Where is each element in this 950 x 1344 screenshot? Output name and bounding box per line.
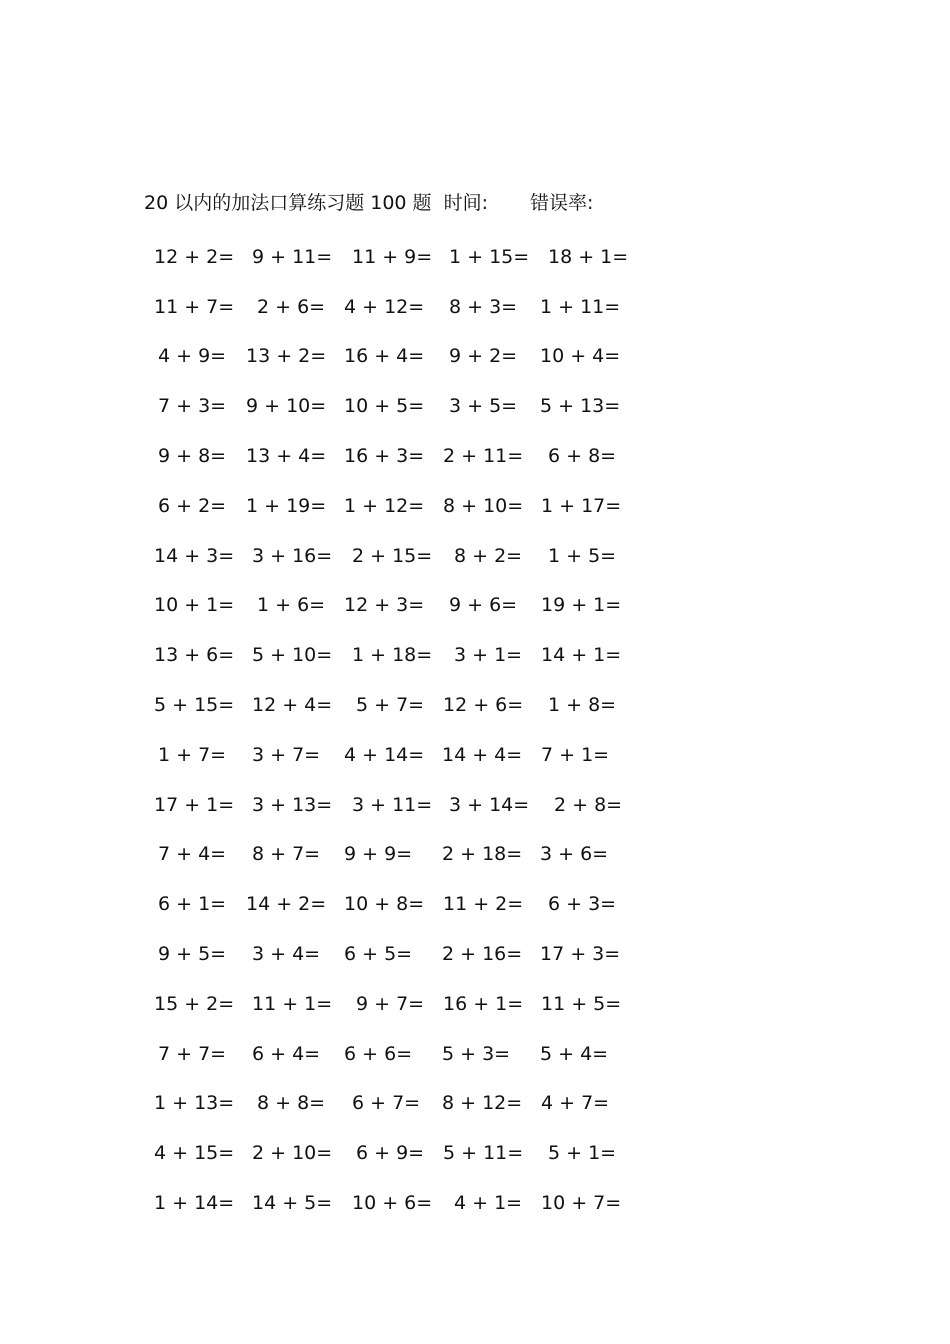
problem-r13-c4: 2 + 18= xyxy=(442,843,523,866)
problem-r5-c1: 9 + 8= xyxy=(158,445,227,468)
problem-r20-c4: 4 + 1= xyxy=(454,1192,523,1215)
problem-r4-c3: 10 + 5= xyxy=(344,395,425,418)
problem-r18-c5: 4 + 7= xyxy=(541,1092,610,1115)
problem-r9-c2: 5 + 10= xyxy=(252,644,333,667)
problem-r19-c3: 6 + 9= xyxy=(356,1142,425,1165)
problem-r18-c3: 6 + 7= xyxy=(352,1092,421,1115)
problem-r6-c1: 6 + 2= xyxy=(158,494,227,517)
problem-r3-c4: 9 + 2= xyxy=(449,345,518,368)
problem-r20-c3: 10 + 6= xyxy=(352,1192,433,1215)
problem-r17-c2: 6 + 4= xyxy=(252,1042,321,1065)
problem-r3-c3: 16 + 4= xyxy=(344,345,425,368)
problem-r3-c5: 10 + 4= xyxy=(540,345,621,368)
problem-r14-c1: 6 + 1= xyxy=(158,893,227,916)
problem-r7-c3: 2 + 15= xyxy=(352,544,433,567)
time-label: 时间: xyxy=(443,191,488,214)
problem-r14-c2: 14 + 2= xyxy=(246,893,327,916)
problem-r12-c2: 3 + 13= xyxy=(252,793,333,816)
problem-r15-c2: 3 + 4= xyxy=(252,943,321,966)
problem-r5-c4: 2 + 11= xyxy=(443,445,524,468)
problem-r13-c5: 3 + 6= xyxy=(540,843,609,866)
error-rate-label: 错误率: xyxy=(529,191,594,214)
problem-r10-c5: 1 + 8= xyxy=(548,694,617,717)
problem-r4-c5: 5 + 13= xyxy=(540,395,621,418)
problem-r4-c1: 7 + 3= xyxy=(158,395,227,418)
problem-r12-c4: 3 + 14= xyxy=(449,793,530,816)
problem-r6-c3: 1 + 12= xyxy=(344,494,425,517)
problem-r18-c1: 1 + 13= xyxy=(154,1092,235,1115)
problem-r16-c2: 11 + 1= xyxy=(252,992,333,1015)
problem-r3-c2: 13 + 2= xyxy=(246,345,327,368)
worksheet-header xyxy=(144,187,593,215)
problem-r11-c3: 4 + 14= xyxy=(344,743,425,766)
problem-r6-c2: 1 + 19= xyxy=(246,494,327,517)
problem-r20-c5: 10 + 7= xyxy=(541,1192,622,1215)
problem-r17-c1: 7 + 7= xyxy=(158,1042,227,1065)
problem-r17-c5: 5 + 4= xyxy=(540,1042,609,1065)
problem-r14-c5: 6 + 3= xyxy=(548,893,617,916)
problem-r4-c4: 3 + 5= xyxy=(449,395,518,418)
problem-r13-c2: 8 + 7= xyxy=(252,843,321,866)
problem-r12-c3: 3 + 11= xyxy=(352,793,433,816)
problem-r7-c1: 14 + 3= xyxy=(154,544,235,567)
problem-r13-c3: 9 + 9= xyxy=(344,843,413,866)
problem-r20-c2: 14 + 5= xyxy=(252,1192,333,1215)
problem-r11-c5: 7 + 1= xyxy=(541,743,610,766)
problem-r7-c5: 1 + 5= xyxy=(548,544,617,567)
problem-r10-c2: 12 + 4= xyxy=(252,694,333,717)
problem-r13-c1: 7 + 4= xyxy=(158,843,227,866)
problem-r8-c1: 10 + 1= xyxy=(154,594,235,617)
problem-r18-c4: 8 + 12= xyxy=(442,1092,523,1115)
problem-r18-c2: 8 + 8= xyxy=(257,1092,326,1115)
problem-r10-c3: 5 + 7= xyxy=(356,694,425,717)
problem-r7-c2: 3 + 16= xyxy=(252,544,333,567)
problem-r8-c2: 1 + 6= xyxy=(257,594,326,617)
problem-r2-c1: 11 + 7= xyxy=(154,295,235,318)
problem-r5-c3: 16 + 3= xyxy=(344,445,425,468)
problem-r5-c2: 13 + 4= xyxy=(246,445,327,468)
problem-r15-c4: 2 + 16= xyxy=(442,943,523,966)
problem-r4-c2: 9 + 10= xyxy=(246,395,327,418)
problem-r1-c3: 11 + 9= xyxy=(352,245,433,268)
problem-r6-c5: 1 + 17= xyxy=(541,494,622,517)
problem-r9-c4: 3 + 1= xyxy=(454,644,523,667)
problem-r14-c4: 11 + 2= xyxy=(443,893,524,916)
problem-r6-c4: 8 + 10= xyxy=(443,494,524,517)
problem-r16-c5: 11 + 5= xyxy=(541,992,622,1015)
problem-r8-c4: 9 + 6= xyxy=(449,594,518,617)
problem-r20-c1: 1 + 14= xyxy=(154,1192,235,1215)
problem-r2-c5: 1 + 11= xyxy=(540,295,621,318)
problem-r16-c1: 15 + 2= xyxy=(154,992,235,1015)
problem-r9-c5: 14 + 1= xyxy=(541,644,622,667)
problem-r15-c1: 9 + 5= xyxy=(158,943,227,966)
problem-grid xyxy=(146,232,638,1228)
problem-r12-c1: 17 + 1= xyxy=(154,793,235,816)
problem-r1-c2: 9 + 11= xyxy=(252,245,333,268)
problem-r8-c5: 19 + 1= xyxy=(541,594,622,617)
problem-r15-c3: 6 + 5= xyxy=(344,943,413,966)
problem-r19-c5: 5 + 1= xyxy=(548,1142,617,1165)
problem-r19-c4: 5 + 11= xyxy=(443,1142,524,1165)
problem-r15-c5: 17 + 3= xyxy=(540,943,621,966)
worksheet-title: 20 以内的加法口算练习题 100 题 xyxy=(144,191,432,214)
problem-r11-c2: 3 + 7= xyxy=(252,743,321,766)
problem-r1-c5: 18 + 1= xyxy=(548,245,629,268)
problem-r16-c3: 9 + 7= xyxy=(356,992,425,1015)
problem-r9-c3: 1 + 18= xyxy=(352,644,433,667)
problem-r12-c5: 2 + 8= xyxy=(554,793,623,816)
problem-r10-c1: 5 + 15= xyxy=(154,694,235,717)
problem-r7-c4: 8 + 2= xyxy=(454,544,523,567)
problem-r1-c1: 12 + 2= xyxy=(154,245,235,268)
problem-r19-c1: 4 + 15= xyxy=(154,1142,235,1165)
problem-r8-c3: 12 + 3= xyxy=(344,594,425,617)
problem-r19-c2: 2 + 10= xyxy=(252,1142,333,1165)
problem-r9-c1: 13 + 6= xyxy=(154,644,235,667)
problem-r17-c4: 5 + 3= xyxy=(442,1042,511,1065)
problem-r10-c4: 12 + 6= xyxy=(443,694,524,717)
problem-r11-c1: 1 + 7= xyxy=(158,743,227,766)
problem-r2-c2: 2 + 6= xyxy=(257,295,326,318)
problem-r16-c4: 16 + 1= xyxy=(443,992,524,1015)
problem-r1-c4: 1 + 15= xyxy=(449,245,530,268)
problem-r2-c4: 8 + 3= xyxy=(449,295,518,318)
problem-r14-c3: 10 + 8= xyxy=(344,893,425,916)
problem-r2-c3: 4 + 12= xyxy=(344,295,425,318)
problem-r17-c3: 6 + 6= xyxy=(344,1042,413,1065)
problem-r3-c1: 4 + 9= xyxy=(158,345,227,368)
problem-r5-c5: 6 + 8= xyxy=(548,445,617,468)
problem-r11-c4: 14 + 4= xyxy=(442,743,523,766)
